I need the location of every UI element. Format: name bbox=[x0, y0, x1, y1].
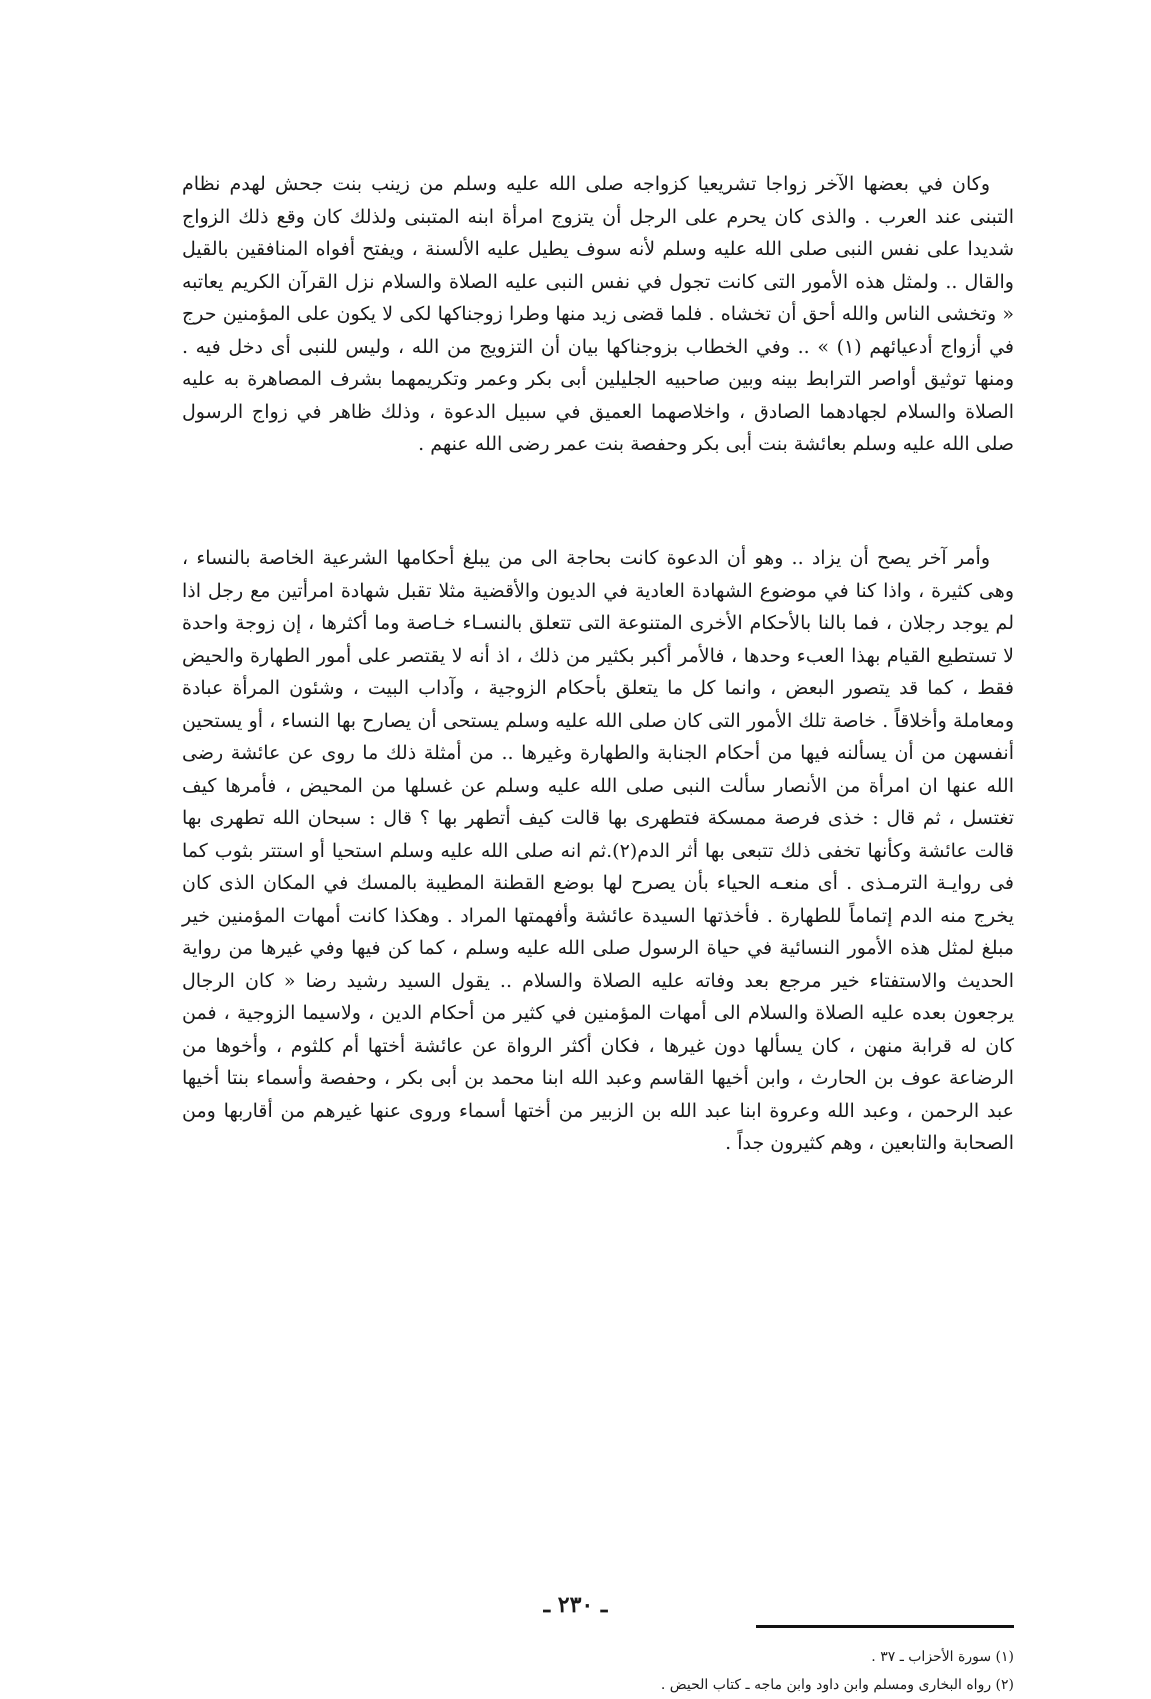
paragraph-1-text: وكان في بعضها الآخر زواجا تشريعيا كزواجه صلى الله عليه وسلم من زينب بنت جحش لهدم نظام التبنى عند العرب . والذى كان يحرم على الرجل أن يتزوج امرأة ابنه المتبنى ولذلك كان وقع ذلك الزواج شديدا على نفس النبى صلى الله عليه وسلم لأنه سوف يطيل عليه الألسنة ، ويفتح أفواه المنافقين بالقيل والقال .. ولمثل هذه الأمور التى كانت تجول في نفس النبى عليه الصلاة والسلام نزل القرآن الكريم يعاتبه « وتخشى الناس والله أحق أن تخشاه . فلما قضى زيد منها وطرا زوجناكها لكى لا يكون على المؤمنين حرج في أزواج أدعيائهم (١) » .. وفي الخطاب بزوجناكها بيان أن التزويج من الله ، وليس للنبى أى دخل فيه . ومنها توثيق أواصر الترابط بينه وبين صاحبيه الجليلين أبى بكر وعمر وتكريمهما بشرف المصاهرة به عليه الصلاة والسلام لجهادهما الصادق ، واخلاصهما العميق في سبيل الدعوة ، وذلك ظاهر في زواج الرسول صلى الله عليه وسلم بعائشة بنت أبى بكر وحفصة بنت عمر رضى الله عنهم . bbox=[182, 173, 1015, 455]
book-page bbox=[182, 165, 1015, 1693]
footnote-2: (٢) رواه البخارى ومسلم وابن داود وابن ماجه ـ كتاب الحيض . bbox=[660, 1677, 1014, 1693]
paragraph-1 bbox=[182, 168, 1014, 461]
footnote-divider bbox=[756, 1625, 1014, 1628]
paragraph-2 bbox=[182, 542, 1014, 1160]
paragraph-2-text: وأمر آخر يصح أن يزاد .. وهو أن الدعوة كانت بحاجة الى من يبلغ أحكامها الشرعية الخاصة بالنساء ، وهى كثيرة ، واذا كنا في موضوع الشهادة العادية في الديون والأقضية مثلا تقبل شهادة امرأتين مع رجل اذا لم يوجد رجلان ، فما بالنا بالأحكام الأخرى المتنوعة التى تتعلق بالنسـاء خـاصة وما أكثرها ، إن زوجة واحدة لا تستطيع القيام بهذا العبء وحدها ، فالأمر أكبر بكثير من ذلك ، اذ أنه لا يقتصر على أمور الطهارة والحيض فقط ، كما قد يتصور البعض ، وانما كل ما يتعلق بأحكام الزوجية ، وآداب البيت ، وشئون المرأة عبادة ومعاملة وأخلاقاً . خاصة تلك الأمور التى كان صلى الله عليه وسلم يستحى أن يصارح بها النساء ، أو يستحين أنفسهن من أن يسألنه فيها من أحكام الجنابة والطهارة وغيرها .. من أمثلة ذلك ما روى عن عائشة رضى الله عنها ان امرأة من الأنصار سألت النبى صلى الله عليه وسلم عن غسلها من المحيض ، فأمرها كيف تغتسل ، ثم قال : خذى فرصة ممسكة فتطهرى بها قالت كيف أتطهر بها ؟ قال : سبحان الله تطهرى بها قالت عائشة وكأنها تخفى ذلك تتبعى بها أثر الدم(٢).ثم انه صلى الله عليه وسلم استحيا أو استتر بثوب كما فى روايـة الترمـذى . أى منعـه الحياء بأن يصرح لها بوضع القطنة المطيبة بالمسك في المكان الذى كان يخرج منه الدم إتماماً للطهارة . فأخذتها السيدة عائشة وأفهمتها المراد . وهكذا كانت أمهات المؤمنين خير مبلغ لمثل هذه الأمور النسائية في حياة الرسول صلى الله عليه وسلم ، كما كن فيها وفي غيرها من رواية الحديث والاستفتاء خير مرجع بعد وفاته عليه الصلاة والسلام .. يقول السيد رشيد رضا « كان الرجال يرجعون بعده عليه الصلاة والسلام الى أمهات المؤمنين في كثير من أحكام الدين ، ولاسيما الزوجية ، فمن كان له قرابة منهن ، كان يسألها دون غيرها ، فكان أكثر الرواة عن عائشة أختها أم كلثوم ، وأخوها من الرضاعة عوف بن الحارث ، وابن أخيها القاسم وعبد الله ابنا محمد بن أبى بكر ، وحفصة وأسماء بنتا أخيها عبد الرحمن ، وعبد الله وعروة ابنا عبد الله بن الزبير من أختها أسماء وروى عنها غيرهم من أقاربها ومن الصحابة والتابعين ، وهم كثيرون جداً . bbox=[182, 547, 1015, 1154]
footnote-1: (١) سورة الأحزاب ـ ٣٧ . bbox=[871, 1649, 1014, 1665]
footnotes bbox=[182, 1643, 1014, 1699]
page-number: ـ ٢٣٠ ـ bbox=[543, 1592, 608, 1618]
